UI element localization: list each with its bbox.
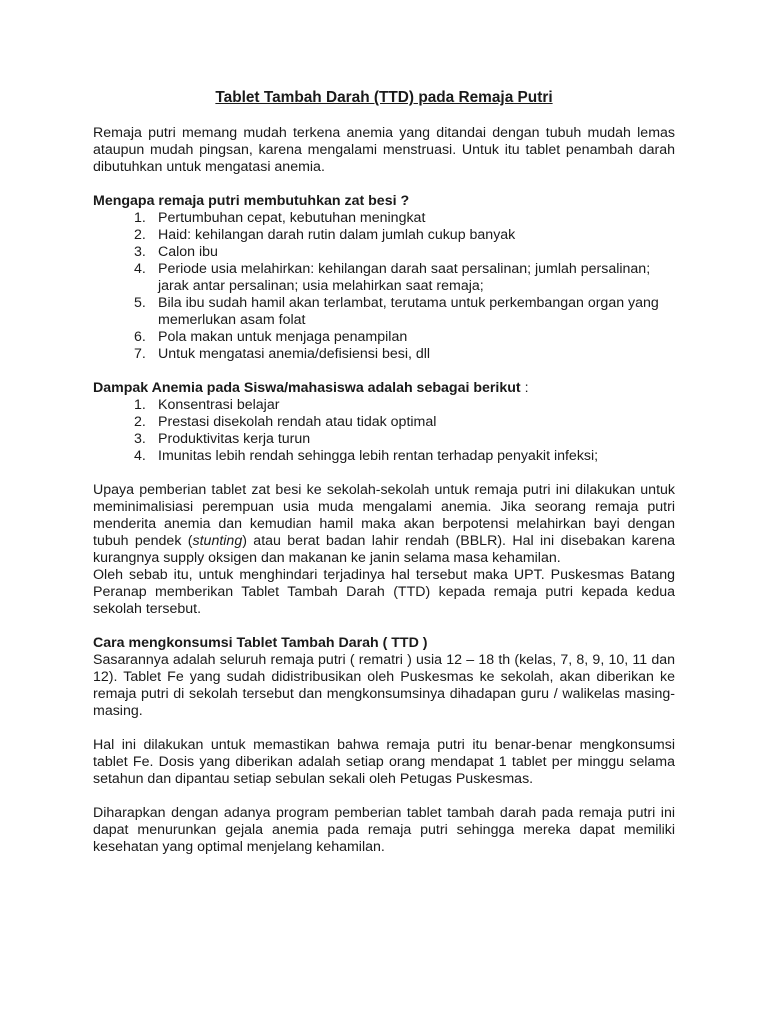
list-number: 4. [134, 261, 146, 277]
paragraph-upaya-part2: ) atau berat badan lahir rendah (BBLR). Hal ini disebakan karena kurangnya supply oksigen dan makanan ke janin selama masa kehamilan. [93, 533, 675, 566]
list-number: 1. [134, 397, 146, 413]
paragraph-upaya-part1: Upaya pemberian tablet zat besi ke sekolah-sekolah untuk remaja putri ini dilakukan untuk meminimalisiasi perempuan usia muda mengalami anemia. Jika seorang remaja putri menderita anemia dan kemudian hamil maka akan berpotensi melahirkan bayi dengan tubuh pendek ( [93, 482, 675, 549]
list-item-text: Pola makan untuk menjaga penampilan [158, 329, 408, 345]
section2-heading-colon: : [520, 380, 529, 396]
section1-heading: Mengapa remaja putri membutuhkan zat besi ? [93, 193, 410, 209]
paragraph-upaya-italic: stunting [192, 533, 243, 549]
list-item-text: Produktivitas kerja turun [158, 431, 311, 447]
list-item [93, 448, 675, 465]
section3-paragraph: Sasarannya adalah seluruh remaja putri ( rematri ) usia 12 – 18 th (kelas, 7, 8, 9, 10, 11 dan 12). Tablet Fe yang sudah didistribusikan oleh Puskesmas ke sekolah, akan diberikan ke remaja putri di sekolah tersebut dan mengkonsumsinya dihadapan guru / walikelas masing-masing. [93, 652, 675, 719]
list-item-text: Imunitas lebih rendah sehingga lebih rentan terhadap penyakit infeksi; [158, 448, 599, 464]
spacer [93, 465, 675, 482]
section3-heading: Cara mengkonsumsi Tablet Tambah Darah ( TTD ) [93, 635, 428, 651]
list-number: 3. [134, 431, 146, 447]
spacer [93, 363, 675, 380]
intro-paragraph: Remaja putri memang mudah terkena anemia yang ditandai dengan tubuh mudah lemas ataupun mudah pingsan, karena mengalami menstruasi. Untuk itu tablet penambah darah dibutuhkan untuk mengatasi anemia. [93, 125, 675, 175]
list-item-text: Prestasi disekolah rendah atau tidak optimal [158, 414, 437, 430]
list-item [93, 227, 675, 244]
list-item [93, 414, 675, 431]
list-item [93, 295, 675, 329]
list-item-text: Pertumbuhan cepat, kebutuhan meningkat [158, 210, 426, 226]
list-number: 3. [134, 244, 146, 260]
section1-list [93, 210, 675, 363]
section2-heading [93, 380, 675, 397]
document-title: Tablet Tambah Darah (TTD) pada Remaja Putri [215, 89, 553, 106]
list-item-text: Untuk mengatasi anemia/defisiensi besi, dll [158, 346, 431, 362]
list-number: 1. [134, 210, 146, 226]
spacer [93, 176, 675, 193]
list-number: 2. [134, 227, 146, 243]
list-item [93, 329, 675, 346]
paragraph-hal-ini: Hal ini dilakukan untuk memastikan bahwa remaja putri itu benar-benar mengkonsumsi tablet Fe. Dosis yang diberikan adalah setiap orang mendapat 1 tablet per minggu selama setahun dan dipantau setiap sebulan sekali oleh Petugas Puskesmas. [93, 737, 675, 787]
list-number: 4. [134, 448, 146, 464]
list-number: 6. [134, 329, 146, 345]
list-number: 5. [134, 295, 146, 311]
list-item [93, 431, 675, 448]
list-item [93, 397, 675, 414]
section2-list [93, 397, 675, 465]
list-item [93, 346, 675, 363]
paragraph-oleh-sebab: Oleh sebab itu, untuk menghindari terjadinya hal tersebut maka UPT. Puskesmas Batang Peranap memberikan Tablet Tambah Darah (TTD) kepada remaja putri kepada kedua sekolah tersebut. [93, 567, 675, 617]
spacer [93, 720, 675, 737]
list-item [93, 210, 675, 227]
section2-heading-text: Dampak Anemia pada Siswa/mahasiswa adalah sebagai berikut [93, 380, 521, 396]
paragraph-upaya [93, 482, 675, 567]
spacer [93, 618, 675, 635]
list-item [93, 261, 675, 295]
document-body [93, 88, 675, 856]
list-number: 2. [134, 414, 146, 430]
list-number: 7. [134, 346, 146, 362]
list-item-text: Calon ibu [158, 244, 218, 260]
list-item [93, 244, 675, 261]
spacer [93, 788, 675, 805]
list-item-text: Bila ibu sudah hamil akan terlambat, terutama untuk perkembangan organ yang memerlukan asam folat [158, 295, 659, 328]
paragraph-diharapkan: Diharapkan dengan adanya program pemberian tablet tambah darah pada remaja putri ini dapat menurunkan gejala anemia pada remaja putri sehingga mereka dapat memiliki kesehatan yang optimal menjelang kehamilan. [93, 805, 675, 855]
list-item-text: Periode usia melahirkan: kehilangan darah saat persalinan; jumlah persalinan; jarak antar persalinan; usia melahirkan saat remaja; [158, 261, 651, 294]
list-item-text: Haid: kehilangan darah rutin dalam jumlah cukup banyak [158, 227, 516, 243]
list-item-text: Konsentrasi belajar [158, 397, 280, 413]
